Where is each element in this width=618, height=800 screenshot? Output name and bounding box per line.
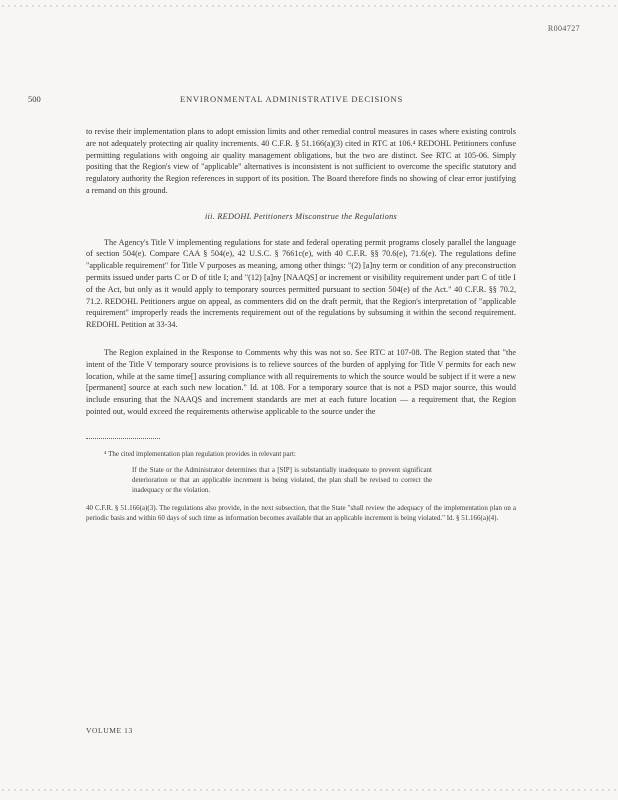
volume-label: VOLUME 13: [86, 726, 133, 735]
paragraph-2: The Agency's Title V implementing regulations for state and federal operating permit programs closely parallel the language of section 504(e). Compare CAA § 504(e), 42 U.S.C. § 7661c(e), with 40 C.F.R. §§ 70.6(e), 71.6(e). The regulations define "applicable requirement" for Title V purposes as meaning, among other things: "(2) [a]ny term or condition of any preconstruction permits issued under parts C or D of title I; and "(12) [a]ny [NAAQS] or increment or visibility requirement under part C of title I of the Act, but only as it would apply to temporary sources permitted pursuant to section 504(e) of the Act." 40 C.F.R. §§ 70.2, 71.2. REDOHL Petitioners argue on appeal, as commenters did on the draft permit, that the Region's interpretation of "applicable requirement" improperly reads the increments requirement out of the regulations by subsuming it within the second requirement. REDOHL Petition at 33-34.: [86, 237, 516, 330]
footnote-divider: [86, 438, 160, 439]
page-number: 500: [28, 94, 41, 104]
paragraph-1: to revise their implementation plans to adopt emission limits and other remedial control measures in cases where existing controls are not adequately protecting air quality increments. 40 C.F.R. § 51.166(a)(3) cited in RTC at 106.⁴ REDOHL Petitioners confuse permitting regulations with ongoing air quality management obligations, but the two are distinct. See RTC at 105-06. Simply positing that the Region's view of "applicable" alternatives is inconsistent is not sufficient to overcome the specific statutory and regulatory authority the Region references in support of its position. The Board therefore finds no showing of clear error justifying a remand on this ground.: [86, 127, 516, 195]
bates-number: R004727: [547, 24, 580, 33]
footnote-lead: ⁴ The cited implementation plan regulation provides in relevant part:: [104, 449, 296, 458]
footnote: [86, 449, 516, 523]
footnote-citation: 40 C.F.R. § 51.166(a)(3). The regulations also provide, in the next subsection, that the State "shall review the adequacy of the implementation plan on a periodic basis and within 60 days of such time as information becomes available that an applicable increment is being violated." Id. § 51.166(a)(4).: [86, 503, 516, 522]
section-subheading: iii. REDOHL Petitioners Misconstrue the Regulations: [204, 211, 398, 221]
body-text: [86, 126, 516, 523]
running-head: ENVIRONMENTAL ADMINISTRATIVE DECISIONS: [180, 94, 404, 104]
scan-edge-top: [0, 4, 618, 8]
footnote-quote: If the State or the Administrator determines that a [SIP] is substantially inadequate to prevent significant deterioration or that an applicable increment is being violated, the plan shall be revised to correct the inadequacy or the violation.: [132, 465, 432, 494]
paragraph-3: The Region explained in the Response to Comments why this was not so. See RTC at 107-08. The Region stated that "the intent of the Title V temporary source provisions is to relieve sources of the burden of applying for Title V permits for each new location, while at the same time[] assuring compliance with all requirements to which the source would be subject if it were a new [permanent] source at each such new location." Id. at 108. For a temporary source that is not a PSD major source, this would include ensuring that the NAAQS and increment standards are met at each future location — a requirement that, the Region pointed out, would exceed the requirements otherwise applicable to the source under the: [86, 347, 516, 416]
scan-edge-bottom: [0, 788, 618, 792]
